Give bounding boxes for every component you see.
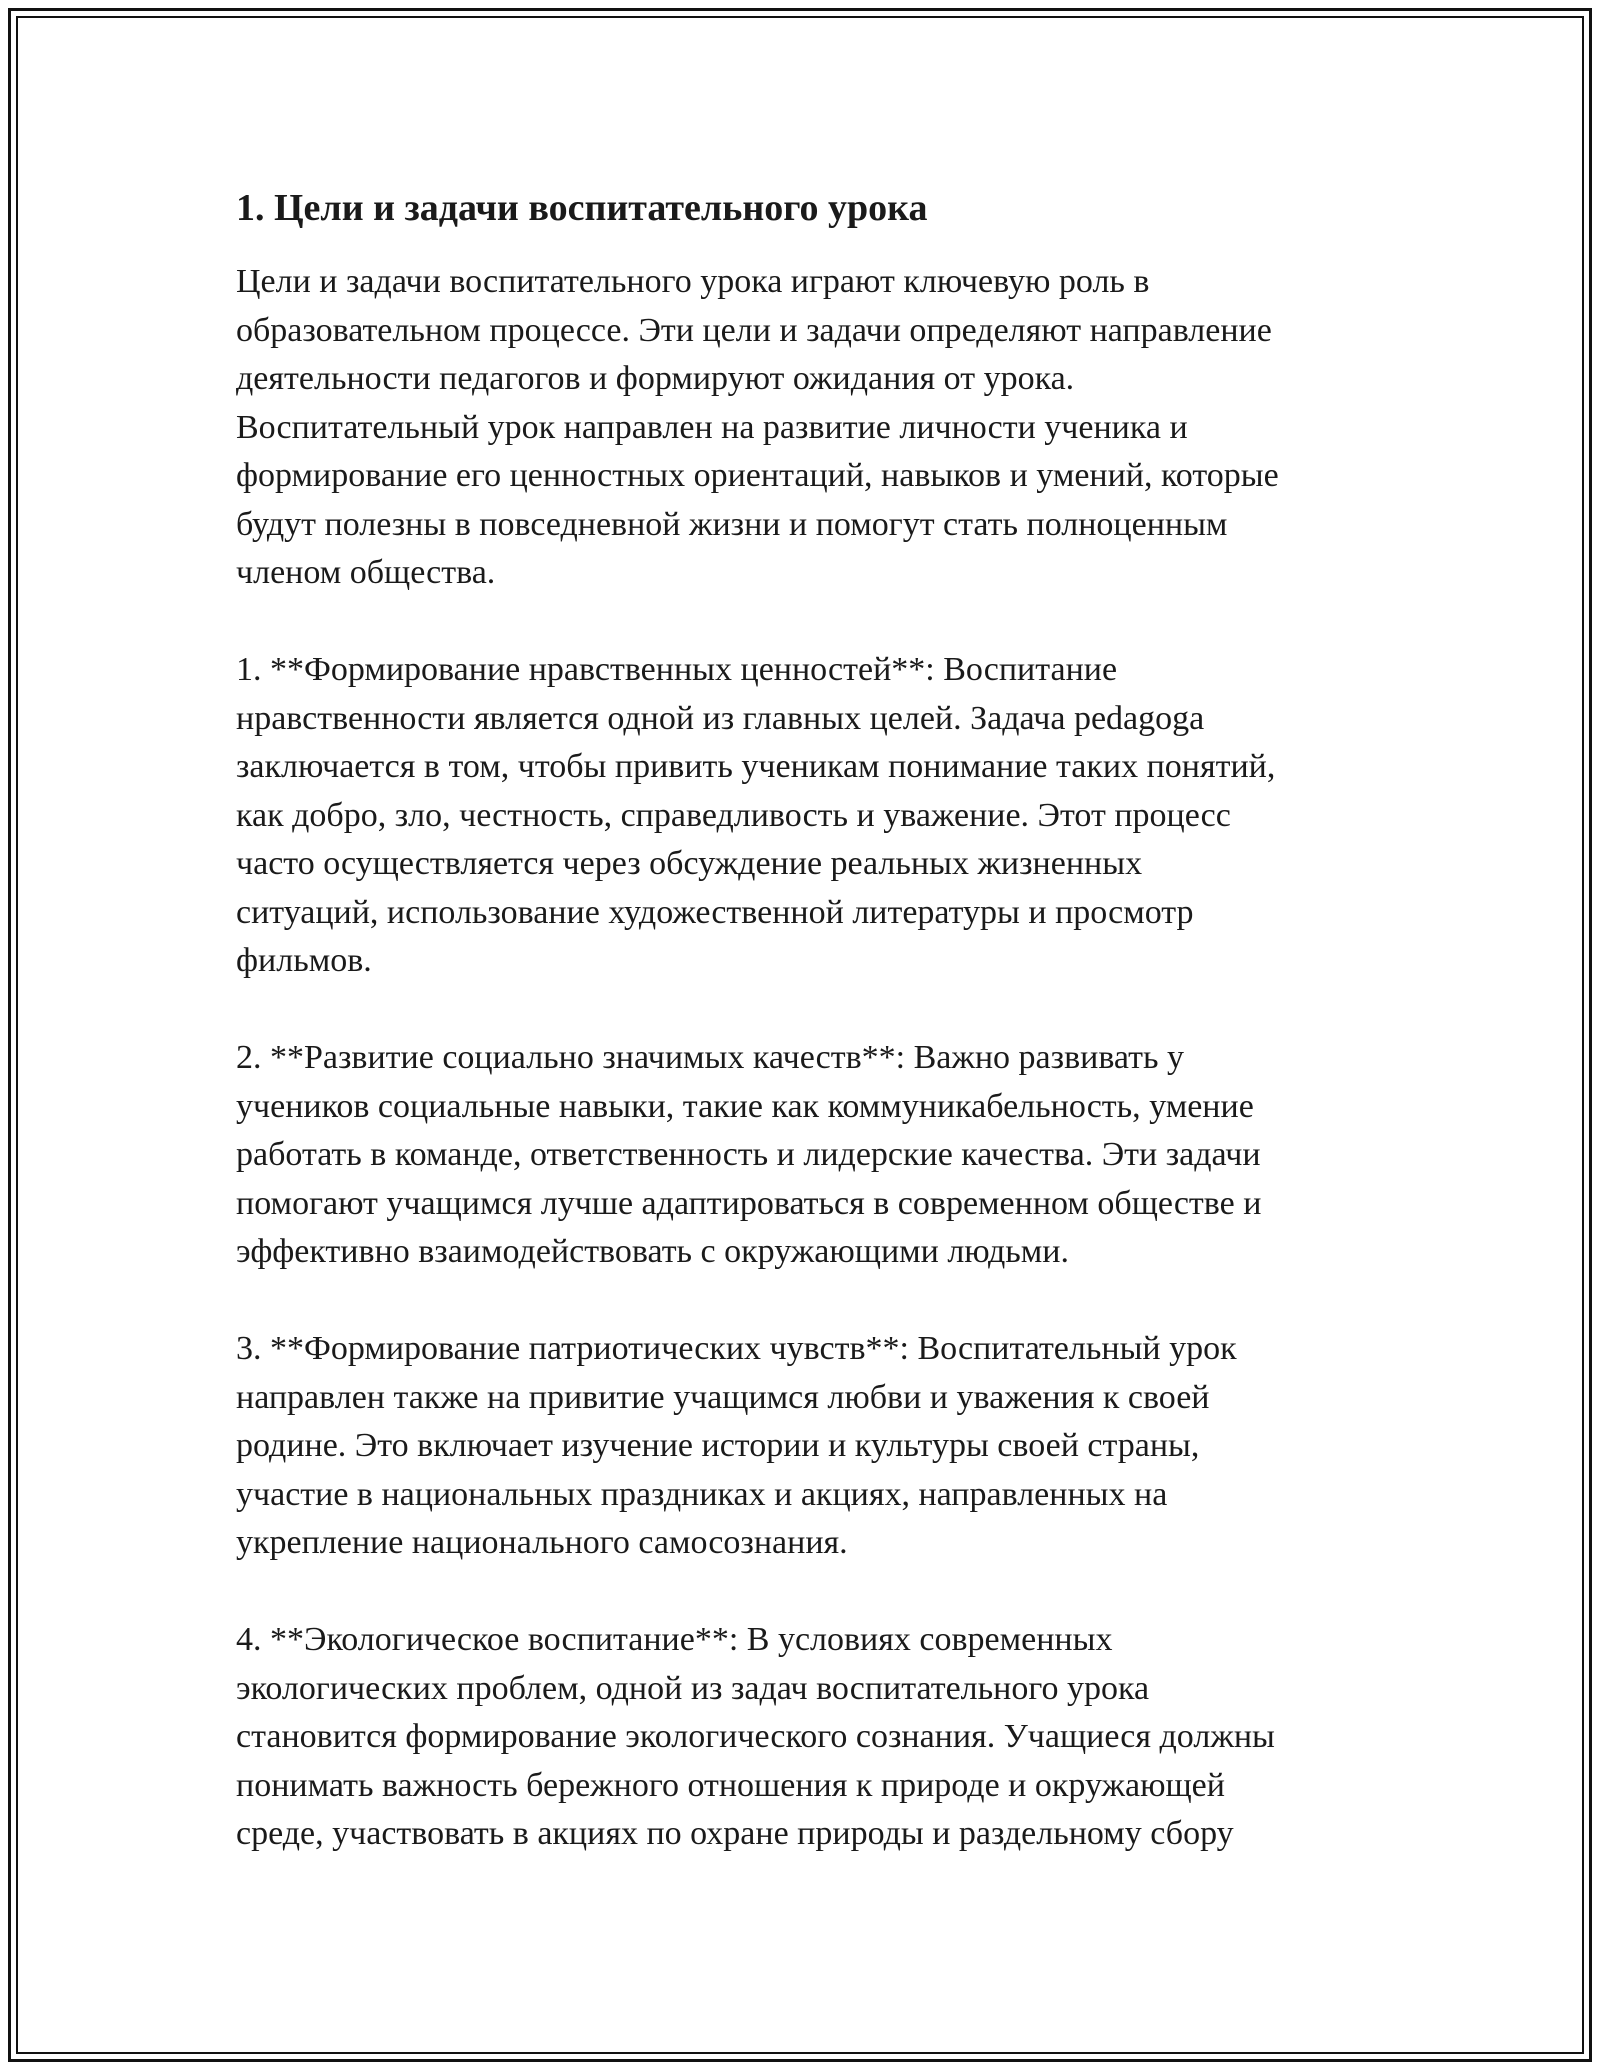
text-line: родине. Это включает изучение истории и культуры своей страны, xyxy=(236,1427,1200,1464)
text-line: Цели и задачи воспитательного урока играют ключевую роль в xyxy=(236,263,1150,300)
text-line: работать в команде, ответственность и лидерские качества. Эти задачи xyxy=(236,1136,1261,1173)
document-body xyxy=(236,184,1376,1907)
paragraph-item-3 xyxy=(236,1325,1376,1568)
text-line: ситуаций, использование художественной литературы и просмотр xyxy=(236,893,1194,931)
paragraph-intro xyxy=(236,258,1376,598)
text-line: понимать важность бережного отношения к природе и окружающей xyxy=(236,1766,1225,1804)
text-line: экологических проблем, одной из задач воспитательного урока xyxy=(236,1669,1150,1707)
text-line: будут полезны в повседневной жизни и помогут стать полноценным xyxy=(236,505,1228,543)
section-heading: 1. Цели и задачи воспитательного урока xyxy=(236,187,928,229)
paragraph-item-4 xyxy=(236,1616,1376,1859)
text-line: направлен также на привитие учащимся любви и уважения к своей xyxy=(236,1378,1210,1416)
text-line: формирование его ценностных ориентаций, навыков и умений, которые xyxy=(236,457,1279,494)
text-line: часто осуществляется через обсуждение реальных жизненных xyxy=(236,845,1143,882)
text-line: образовательном процессе. Эти цели и задачи определяют направление xyxy=(236,311,1272,349)
text-line: учеников социальные навыки, такие как коммуникабельность, умение xyxy=(236,1087,1254,1125)
text-line: нравственности является одной из главных целей. Задача pedagoga xyxy=(236,699,1205,737)
paragraph-item-2 xyxy=(236,1034,1376,1277)
text-line: укрепление национального самосознания. xyxy=(236,1524,848,1561)
text-line: участие в национальных праздниках и акциях, направленных на xyxy=(236,1475,1168,1513)
text-line: Воспитательный урок направлен на развитие личности ученика и xyxy=(236,408,1188,446)
text-line: 4. **Экологическое воспитание**: В условиях современных xyxy=(236,1621,1113,1658)
text-line: 1. **Формирование нравственных ценностей**: Воспитание xyxy=(236,651,1118,688)
text-line: 2. **Развитие социально значимых качеств**: Важно развивать у xyxy=(236,1039,1184,1076)
text-line: эффективно взаимодействовать с окружающими людьми. xyxy=(236,1233,1069,1270)
paragraph-item-1 xyxy=(236,646,1376,986)
text-line: становится формирование экологического сознания. Учащиеся должны xyxy=(236,1718,1275,1755)
text-line: как добро, зло, честность, справедливость и уважение. Этот процесс xyxy=(236,796,1231,834)
text-line: фильмов. xyxy=(236,942,372,979)
text-line: членом общества. xyxy=(236,554,496,591)
text-line: заключается в том, чтобы привить ученикам понимание таких понятий, xyxy=(236,748,1276,785)
text-line: 3. **Формирование патриотических чувств**: Воспитательный урок xyxy=(236,1330,1237,1367)
text-line: среде, участвовать в акциях по охране природы и раздельному сбору xyxy=(236,1815,1234,1852)
text-line: деятельности педагогов и формируют ожидания от урока. xyxy=(236,360,1075,397)
text-line: помогают учащимся лучше адаптироваться в современном обществе и xyxy=(236,1184,1262,1222)
